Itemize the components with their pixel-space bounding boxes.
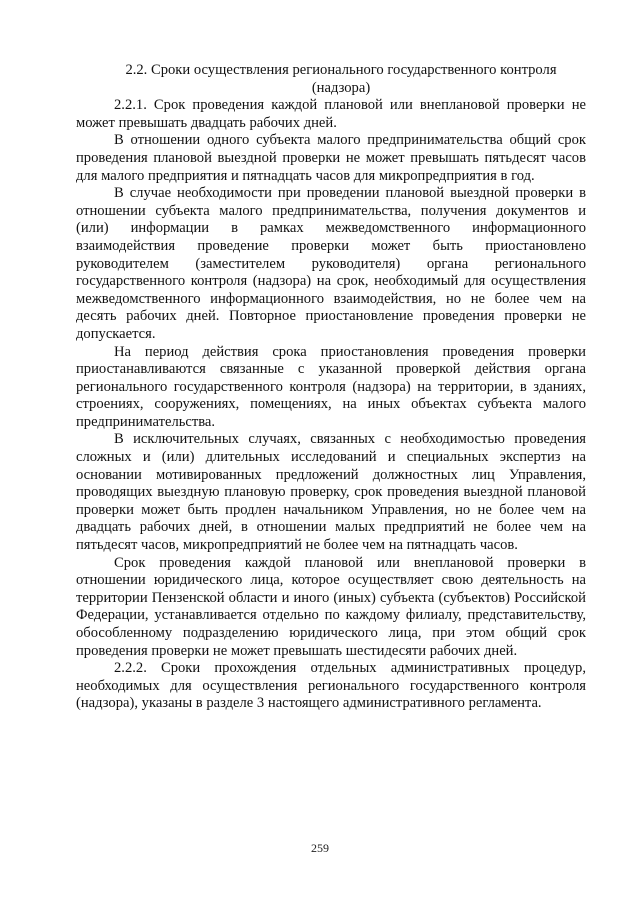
page-number: 259 (311, 841, 329, 855)
document-body (76, 62, 586, 713)
paragraph-branches: Срок проведения каждой плановой или внеплановой проверки в отношении юридического лица, которое осуществляет свою деятельность на территории Пензенской области и иного (иных) субъекта (субъектов) Российской Федерации, устанавливается отдельно по каждому филиалу, представительству, обособленному подразделению юридического лица, при этом общий срок проведения проверки не может превышать шестидесяти рабочих дней. (76, 554, 586, 659)
paragraph-2-2-2: 2.2.2. Сроки прохождения отдельных административных процедур, необходимых для осуществления регионального государственного контроля (надзора), указаны в разделе 3 настоящего административного регламента. (76, 660, 586, 712)
section-title-line-2: (надзора) (311, 79, 371, 96)
section-title-line-1: 2.2. Сроки осуществления регионального государственного контроля (125, 62, 557, 78)
paragraph-small-business-limit: В отношении одного субъекта малого предпринимательства общий срок проведения плановой выездной проверки не может превышать пятьдесят часов для малого предприятия и пятнадцать часов для микропредприятия в год. (76, 132, 586, 184)
paragraph-extension: В исключительных случаях, связанных с необходимостью проведения сложных и (или) длительных исследований и специальных экспертиз на основании мотивированных предложений должностных лиц Управления, проводящих выездную плановую проверку, срок проведения выездной плановой проверки может быть продлен начальником Управления, но не более чем на двадцать рабочих дней, в отношении малых предприятий не более чем на пятьдесят часов, микропредприятий не более чем на пятнадцать часов. (76, 431, 586, 554)
paragraph-2-2-1: 2.2.1. Срок проведения каждой плановой или внеплановой проверки не может превышать двадцать рабочих дней. (76, 97, 586, 131)
paragraph-suspension: В случае необходимости при проведении плановой выездной проверки в отношении субъекта малого предпринимательства, получения документов и (или) информации в рамках межведомственного информационного взаимодействия проведение проверки может быть приостановлено руководителем (заместителем руководителя) органа регионального государственного контроля (надзора) на срок, необходимый для осуществления межведомственного информационного взаимодействия, но не более чем на десять рабочих дней. Повторное приостановление проведения проверки не допускается. (76, 185, 586, 342)
paragraph-suspension-period: На период действия срока приостановления проведения проверки приостанавливаются связанные с указанной проверкой действия органа регионального государственного контроля (надзора) на территории, в зданиях, строениях, сооружениях, помещениях, на иных объектах субъекта малого предпринимательства. (76, 343, 586, 430)
